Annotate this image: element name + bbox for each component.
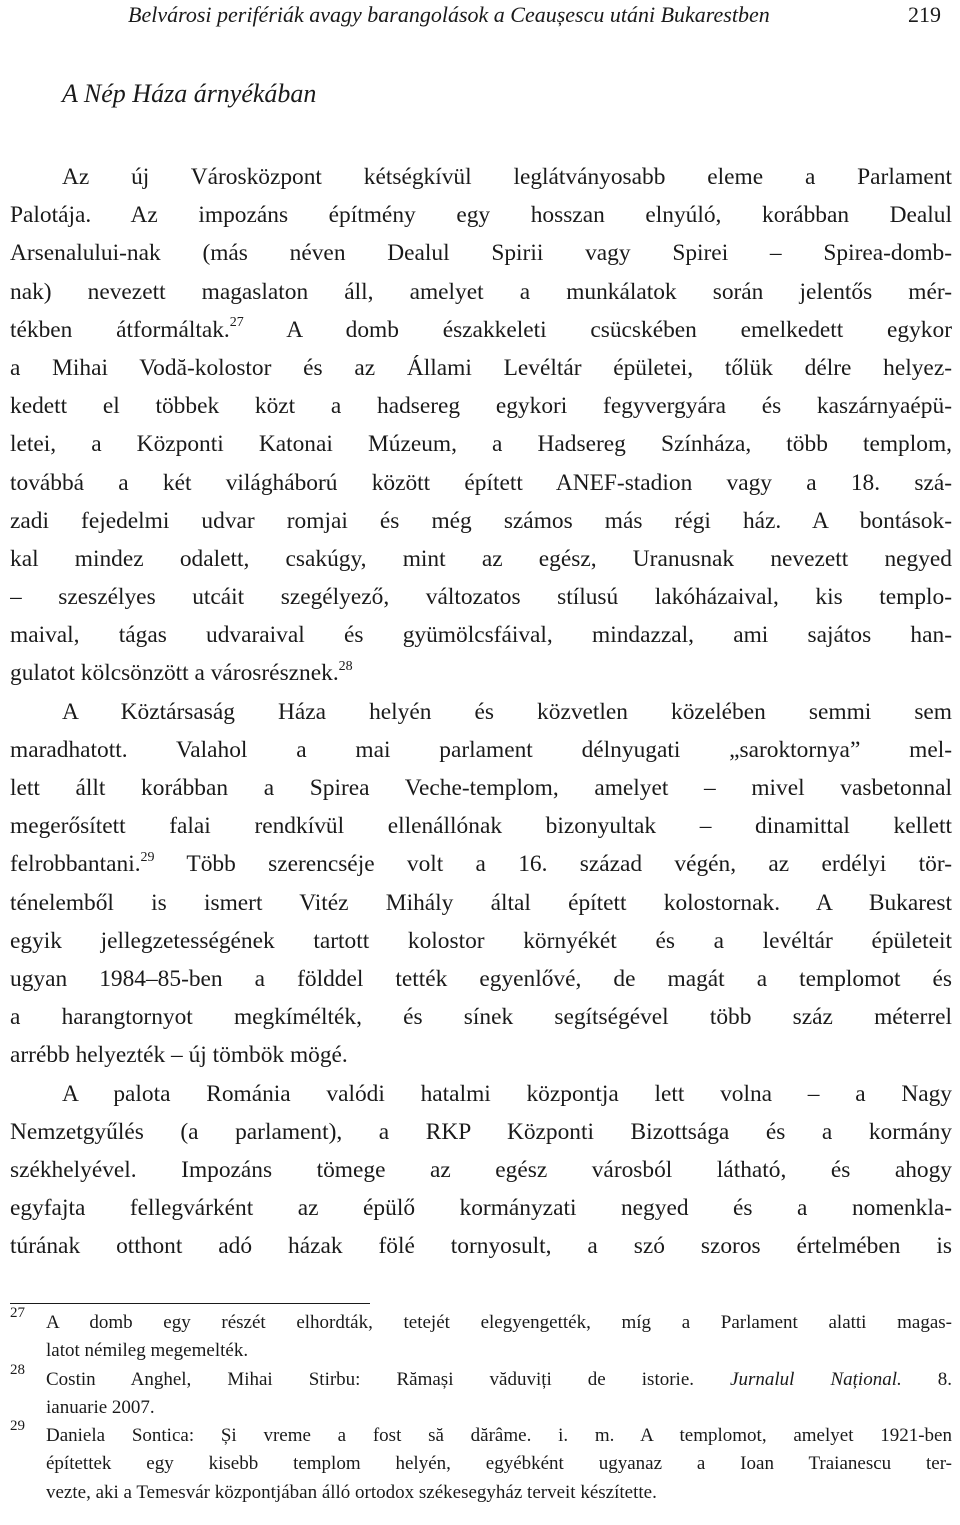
- footnote-text: Costin Anghel, Mihai Stirbu: Rămași văduviți de istorie.: [46, 1368, 695, 1390]
- text-line: zadi fejedelmi udvar romjai és még számos más régi ház. A bontások-: [10, 507, 952, 534]
- footnote-text: 8.: [937, 1368, 952, 1390]
- text-line: székhelyével. Impozáns tömege az egész városból látható, és ahogy: [10, 1156, 952, 1183]
- footnote-29: [10, 1418, 952, 1507]
- footnote-ref[interactable]: 28: [338, 658, 353, 674]
- footnote-line: építettek egy kisebb templom helyén, egyébként ugyanaz a Ioan Traianescu ter-: [46, 1453, 952, 1475]
- text-line: egyfajta fellegvárként az épülő kormányzati negyed és a nomenkla-: [10, 1195, 952, 1222]
- text-line: [10, 311, 952, 349]
- footnote-number: 28: [10, 1361, 25, 1378]
- text-segment: A domb északkeleti csücskében emelkedett egykor: [286, 316, 952, 343]
- body-text: [10, 158, 952, 1265]
- text-segment: gulatot kölcsönzött a városrésznek.: [10, 660, 339, 687]
- footnote-number: 29: [10, 1418, 25, 1435]
- text-line: megerősített falai rendkívül ellenállónak bizonyultak – dinamittal kellett: [10, 813, 952, 840]
- text-line: [10, 654, 952, 692]
- footnote-line: A domb egy részét elhordták, tetejét elegyengették, míg a Parlament alatti magas-: [46, 1312, 952, 1333]
- footnotes: [10, 1305, 952, 1507]
- text-line: Palotája. Az impozáns építmény egy hosszan elnyúló, korábban Dealul: [10, 202, 952, 229]
- footnote-line: [10, 1366, 952, 1394]
- page-header: [0, 0, 960, 36]
- text-line: maradhatott. Valahol a mai parlament délnyugati „saroktornya” mel-: [10, 736, 952, 763]
- text-line: letei, a Központi Katonai Múzeum, a Hadsereg Színháza, több templom,: [10, 431, 952, 458]
- section-title: A Nép Háza árnyékában: [62, 79, 317, 108]
- footnote-line: Daniela Sontica: Și vreme a fost să dărâme. i. m. A templomot, amelyet 1921-ben: [46, 1425, 952, 1447]
- text-segment: felrobbantani.: [10, 851, 141, 878]
- text-line: A palota Románia valódi hatalmi központja lett volna – a Nagy: [62, 1080, 952, 1107]
- text-line: A Köztársaság Háza helyén és közvetlen közelében semmi sem: [62, 698, 952, 725]
- text-line: a harangtornyot megkímélték, és sínek segítségével több száz méterrel: [10, 1004, 952, 1031]
- text-line: ugyan 1984–85-ben a földdel tették egyenlővé, de magát a templomot és: [10, 965, 952, 992]
- text-line: kedett el többek közt a hadsereg egykori fegyvergyára és kaszárnyaépü-: [10, 393, 952, 420]
- text-line: maival, tágas udvaraival és gyümölcsfáival, mindazzal, ami sajátos han-: [10, 622, 952, 649]
- footnote-ref[interactable]: 27: [229, 314, 244, 330]
- text-line: Arsenalului-nak (más néven Dealul Spirii vagy Spirei – Spirea-domb-: [10, 240, 952, 267]
- text-line: a Mihai Vodă-kolostor és az Állami Levéltár épületei, tőlük délre helyez-: [10, 354, 952, 381]
- footnote-ref[interactable]: 29: [140, 849, 155, 865]
- footnote-28: [10, 1361, 952, 1423]
- footnote-line: vezte, aki a Temesvár központjában álló ortodox székesegyház terveit készítette.: [46, 1481, 657, 1503]
- text-line: továbbá a két világháború között épített ANEF-stadion vagy a 18. szá-: [10, 469, 952, 496]
- text-line: [10, 845, 952, 883]
- text-line: Nemzetgyűlés (a parlament), a RKP Központi Bizottsága és a kormány: [10, 1118, 952, 1145]
- footnote-line: ianuarie 2007.: [46, 1396, 155, 1418]
- text-line: egyik jellegzetességének tartott kolostor környékét és a levéltár épületeit: [10, 927, 952, 954]
- footnote-divider: [10, 1303, 370, 1304]
- text-segment: tékben átformáltak.: [10, 316, 230, 343]
- page-number: 219: [908, 2, 941, 27]
- running-title: Belvárosi perifériák avagy barangolások a Ceaușescu utáni Bukarestben: [128, 2, 770, 27]
- footnote-line: latot némileg megemelték.: [46, 1340, 249, 1362]
- text-line: túrának otthont adó házak fölé tornyosult, a szó szoros értelmében is: [10, 1233, 952, 1260]
- text-line: – szeszélyes utcáit szegélyező, változatos stílusú lakóházaival, kis templo-: [10, 584, 952, 611]
- text-line: ténelemből is ismert Vitéz Mihály által épített kolostornak. A Bukarest: [10, 889, 952, 916]
- text-line: arrébb helyezték – új tömbök mögé.: [10, 1042, 348, 1069]
- text-line: kal mindez odalett, csakúgy, mint az egész, Uranusnak nevezett negyed: [10, 545, 952, 572]
- text-segment: Több szerencséje volt a 16. század végén, az erdélyi tör-: [186, 851, 952, 878]
- journal-title: Jurnalul Național.: [730, 1368, 902, 1390]
- footnote-number: 27: [10, 1305, 25, 1321]
- text-line: Az új Városközpont kétségkívül leglátványosabb eleme a Parlament: [62, 164, 952, 190]
- text-line: lett állt korábban a Spirea Veche-templom, amelyet – mivel vasbetonnal: [10, 775, 952, 801]
- footnote-27: [10, 1305, 952, 1366]
- text-line: nak) nevezett magaslaton áll, amelyet a munkálatok során jelentős mér-: [10, 278, 952, 305]
